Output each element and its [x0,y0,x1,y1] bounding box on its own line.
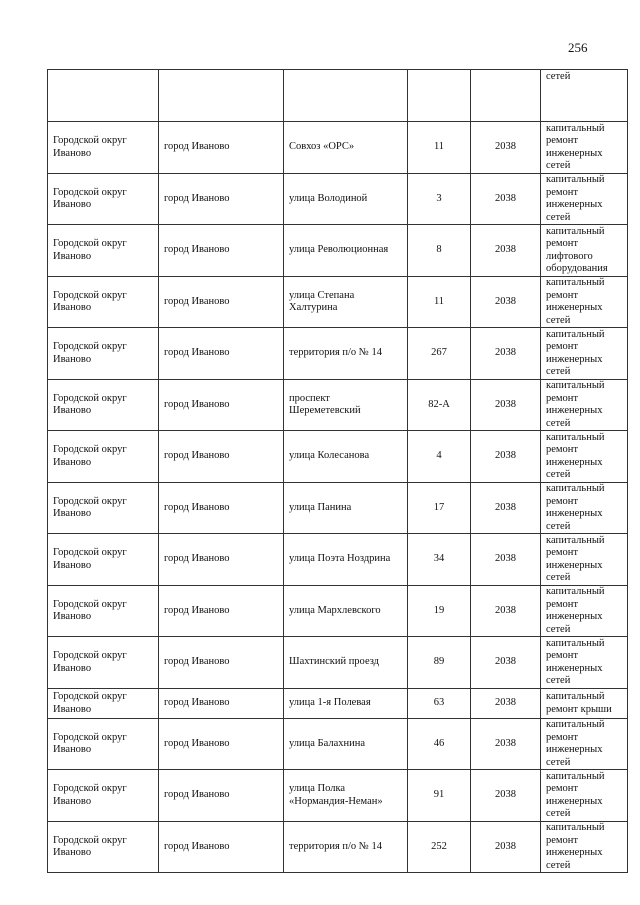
cell-settlement: город Иваново [159,380,284,431]
cell-house [408,70,471,122]
table-row [48,122,628,174]
cell-year: 2038 [471,770,541,822]
table-row [48,719,628,770]
cell-street: Шахтинский проезд [284,637,408,689]
cell-house: 8 [408,225,471,277]
table-row [48,822,628,873]
cell-work: капитальный ремонт лифтового оборудования [541,225,628,277]
cell-district: Городской округ Иваново [48,380,159,431]
cell-house: 4 [408,431,471,483]
cell-settlement: город Иваново [159,174,284,225]
cell-work: капитальный ремонт инженерных сетей [541,122,628,174]
cell-house: 11 [408,122,471,174]
cell-work: сетей [541,70,628,122]
cell-house: 82-А [408,380,471,431]
cell-settlement: город Иваново [159,431,284,483]
cell-settlement: город Иваново [159,719,284,770]
cell-year: 2038 [471,277,541,328]
table-row [48,277,628,328]
table-body [48,70,628,873]
cell-street: Совхоз «ОРС» [284,122,408,174]
cell-work: капитальный ремонт инженерных сетей [541,277,628,328]
table-row [48,689,628,719]
cell-district: Городской округ Иваново [48,328,159,380]
cell-house: 11 [408,277,471,328]
cell-street: улица Володиной [284,174,408,225]
cell-work: капитальный ремонт инженерных сетей [541,586,628,637]
cell-district: Городской округ Иваново [48,637,159,689]
cell-settlement: город Иваново [159,328,284,380]
cell-work: капитальный ремонт инженерных сетей [541,174,628,225]
cell-year: 2038 [471,822,541,873]
cell-house: 252 [408,822,471,873]
repair-schedule-table [47,69,628,873]
cell-work: капитальный ремонт инженерных сетей [541,483,628,534]
cell-house: 34 [408,534,471,586]
cell-street: территория п/о № 14 [284,328,408,380]
table-row [48,328,628,380]
cell-year: 2038 [471,122,541,174]
table-row [48,225,628,277]
cell-street: проспект Шереметевский [284,380,408,431]
cell-house: 19 [408,586,471,637]
cell-settlement: город Иваново [159,637,284,689]
cell-year: 2038 [471,431,541,483]
cell-house: 267 [408,328,471,380]
table-row [48,534,628,586]
cell-settlement: город Иваново [159,586,284,637]
cell-house: 46 [408,719,471,770]
cell-settlement: город Иваново [159,534,284,586]
table-row [48,586,628,637]
cell-year: 2038 [471,689,541,719]
cell-year: 2038 [471,637,541,689]
cell-house: 17 [408,483,471,534]
table-row [48,770,628,822]
cell-district: Городской округ Иваново [48,225,159,277]
cell-settlement: город Иваново [159,277,284,328]
cell-house: 3 [408,174,471,225]
cell-street [284,70,408,122]
cell-settlement [159,70,284,122]
cell-year: 2038 [471,380,541,431]
cell-district: Городской округ Иваново [48,483,159,534]
cell-settlement: город Иваново [159,770,284,822]
cell-street: улица Колесанова [284,431,408,483]
cell-year: 2038 [471,586,541,637]
cell-settlement: город Иваново [159,225,284,277]
table-row [48,380,628,431]
cell-district: Городской округ Иваново [48,534,159,586]
cell-street: улица Поэта Ноздрина [284,534,408,586]
cell-year [471,70,541,122]
cell-district: Городской округ Иваново [48,689,159,719]
cell-year: 2038 [471,174,541,225]
table-row [48,174,628,225]
table-row-continuation [48,70,628,122]
cell-work: капитальный ремонт инженерных сетей [541,822,628,873]
cell-district: Городской округ Иваново [48,822,159,873]
cell-house: 63 [408,689,471,719]
table-row [48,431,628,483]
cell-work: капитальный ремонт инженерных сетей [541,431,628,483]
cell-district: Городской округ Иваново [48,122,159,174]
cell-street: улица Полка «Нормандия-Неман» [284,770,408,822]
cell-work: капитальный ремонт инженерных сетей [541,719,628,770]
cell-district: Городской округ Иваново [48,586,159,637]
cell-year: 2038 [471,225,541,277]
cell-year: 2038 [471,719,541,770]
cell-year: 2038 [471,483,541,534]
cell-district: Городской округ Иваново [48,770,159,822]
cell-work: капитальный ремонт инженерных сетей [541,380,628,431]
cell-street: улица Мархлевского [284,586,408,637]
cell-district: Городской округ Иваново [48,431,159,483]
cell-work: капитальный ремонт крыши [541,689,628,719]
cell-street: территория п/о № 14 [284,822,408,873]
cell-street: улица Балахнина [284,719,408,770]
cell-work: капитальный ремонт инженерных сетей [541,534,628,586]
cell-settlement: город Иваново [159,122,284,174]
cell-year: 2038 [471,328,541,380]
cell-street: улица Революционная [284,225,408,277]
cell-district: Городской округ Иваново [48,277,159,328]
table-row [48,637,628,689]
cell-street: улица Панина [284,483,408,534]
cell-settlement: город Иваново [159,689,284,719]
cell-work: капитальный ремонт инженерных сетей [541,328,628,380]
cell-house: 89 [408,637,471,689]
cell-settlement: город Иваново [159,822,284,873]
cell-district [48,70,159,122]
cell-year: 2038 [471,534,541,586]
cell-house: 91 [408,770,471,822]
page-number: 256 [568,40,588,55]
cell-work: капитальный ремонт инженерных сетей [541,770,628,822]
table-row [48,483,628,534]
cell-district: Городской округ Иваново [48,174,159,225]
cell-district: Городской округ Иваново [48,719,159,770]
cell-street: улица Степана Халтурина [284,277,408,328]
cell-settlement: город Иваново [159,483,284,534]
cell-street: улица 1-я Полевая [284,689,408,719]
cell-work: капитальный ремонт инженерных сетей [541,637,628,689]
